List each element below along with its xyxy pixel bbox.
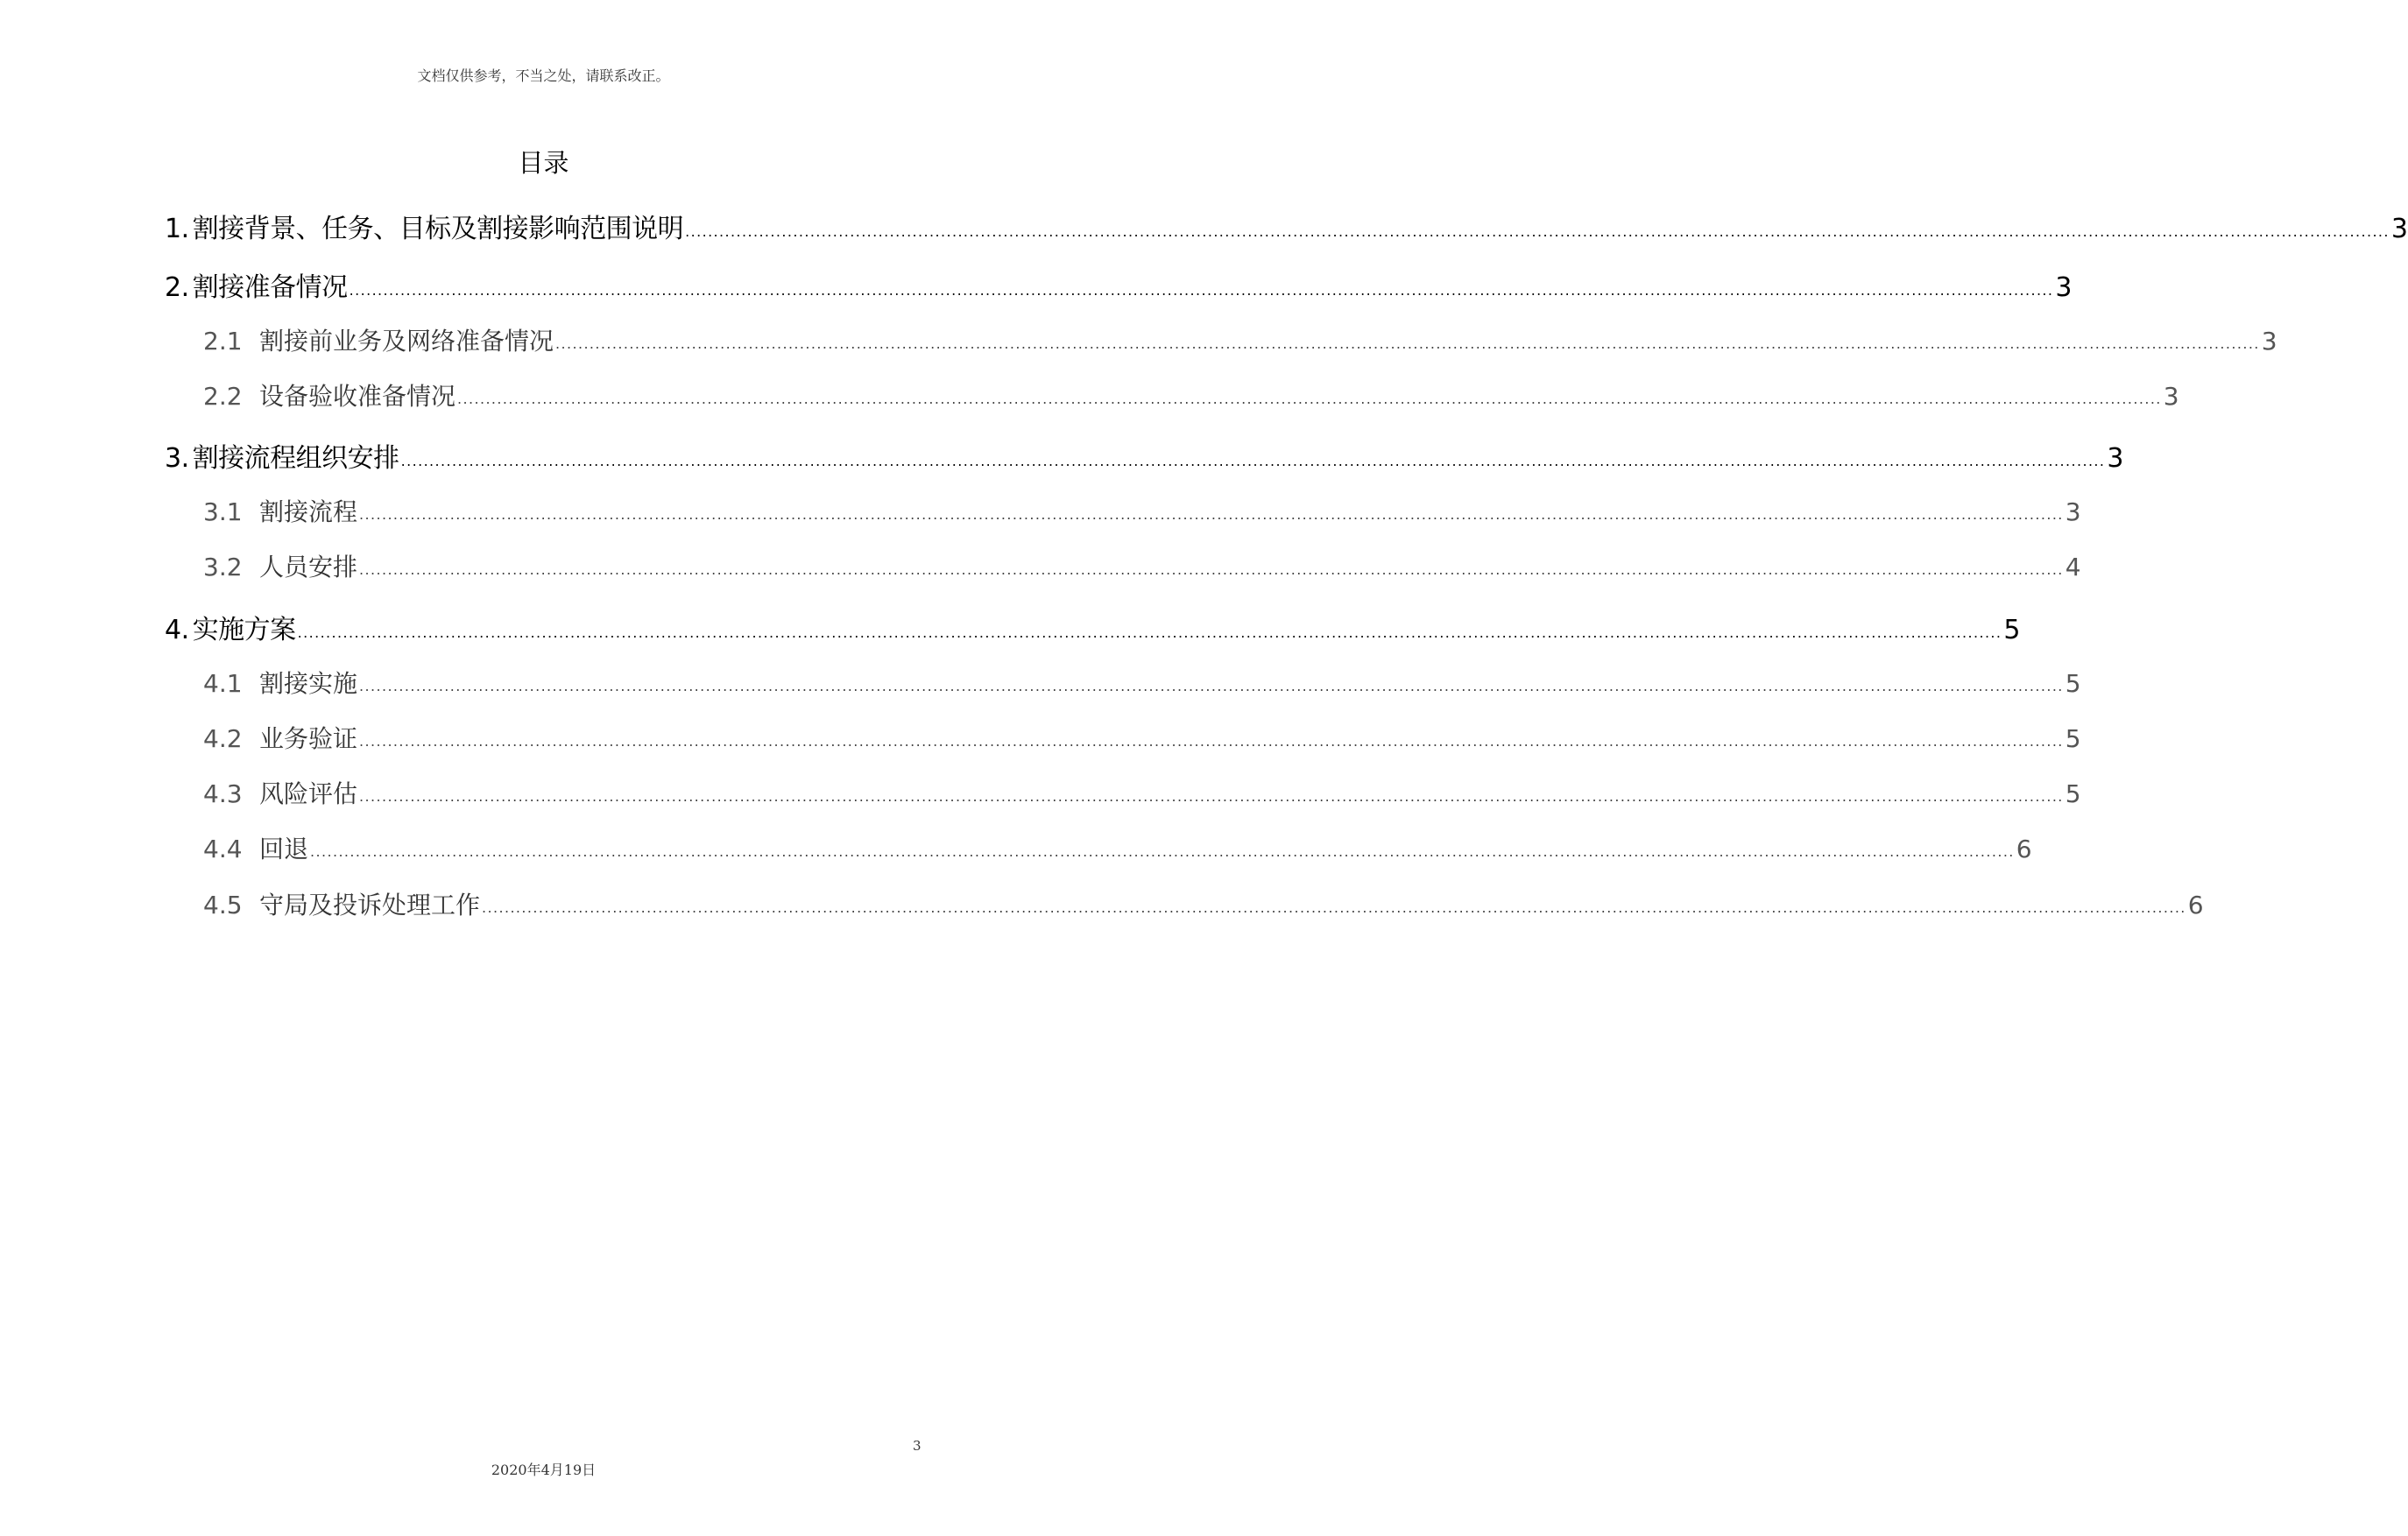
toc-entry-number: 3. xyxy=(165,443,189,474)
toc-entry-title: 割接准备情况 xyxy=(192,272,348,303)
page-number: 3 xyxy=(913,1438,922,1454)
toc-entry-title: 风险评估 xyxy=(259,779,358,808)
toc-entry-page: 5 xyxy=(2065,724,2081,753)
toc-entry-number: 1. xyxy=(165,214,189,244)
toc-entry-number: 2.1 xyxy=(203,327,243,356)
toc-entry[interactable] xyxy=(203,322,2277,357)
dot-leader: ............................................................................................................................................................................................................................................................................................................ xyxy=(359,678,2064,694)
toc-entry-title: 割接流程组织安排 xyxy=(192,443,399,474)
toc-title: 目录 xyxy=(518,148,569,178)
dot-leader: ............................................................................................................................................................................................................................................................................................................ xyxy=(400,453,2106,469)
toc-entry-page: 3 xyxy=(2390,214,2408,244)
dot-leader: ............................................................................................................................................................................................................................................................................................................ xyxy=(457,391,2162,407)
toc-entry-number: 4.5 xyxy=(203,891,243,919)
toc-entry[interactable] xyxy=(203,377,2179,412)
dot-leader: ............................................................................................................................................................................................................................................................................................................ xyxy=(482,899,2186,916)
dot-leader: ............................................................................................................................................................................................................................................................................................................ xyxy=(555,335,2260,352)
toc-entry-number: 3.1 xyxy=(203,497,243,526)
toc-entry-number: 3.2 xyxy=(203,553,243,581)
toc-entry-page: 6 xyxy=(2187,891,2204,919)
toc-entry-title: 割接实施 xyxy=(259,669,358,698)
dot-leader: ............................................................................................................................................................................................................................................................................................................ xyxy=(349,282,2054,299)
dot-leader: ............................................................................................................................................................................................................................................................................................................ xyxy=(310,843,2015,860)
toc-entry[interactable] xyxy=(165,608,2020,646)
toc-entry-title: 割接流程 xyxy=(259,497,358,526)
toc-entry[interactable] xyxy=(203,775,2081,810)
toc-entry-title: 割接前业务及网络准备情况 xyxy=(259,327,554,356)
toc-entry[interactable] xyxy=(203,548,2081,583)
toc-entry-page: 3 xyxy=(2065,497,2081,526)
toc-entry-page: 5 xyxy=(2065,669,2081,698)
toc-entry[interactable] xyxy=(203,493,2081,528)
toc-entry-page: 6 xyxy=(2016,835,2032,863)
toc-entry-number: 2.2 xyxy=(203,382,243,411)
dot-leader: ............................................................................................................................................................................................................................................................................................................ xyxy=(685,223,2390,240)
toc-entry-number: 2. xyxy=(165,272,189,303)
toc-entry[interactable] xyxy=(165,265,2072,304)
toc-entry-title: 回退 xyxy=(259,835,309,863)
toc-entry-title: 业务验证 xyxy=(259,724,358,753)
toc-entry-title: 守局及投诉处理工作 xyxy=(259,891,481,919)
toc-entry-number: 4.1 xyxy=(203,669,243,698)
toc-entry-page: 3 xyxy=(2261,327,2277,356)
dot-leader: ............................................................................................................................................................................................................................................................................................................ xyxy=(359,561,2064,578)
toc-entry-number: 4. xyxy=(165,615,189,645)
toc-entry-title: 实施方案 xyxy=(192,615,296,645)
toc-entry[interactable] xyxy=(165,207,2408,245)
toc-entry[interactable] xyxy=(203,886,2204,921)
toc-entry-title: 人员安排 xyxy=(259,553,358,581)
toc-entry-page: 3 xyxy=(2055,272,2072,303)
toc-entry-page: 4 xyxy=(2065,553,2081,581)
toc-entry-page: 5 xyxy=(2065,779,2081,808)
toc-entry-number: 4.2 xyxy=(203,724,243,753)
toc-entry-title: 割接背景、任务、目标及割接影响范围说明 xyxy=(192,214,684,244)
toc-entry-page: 3 xyxy=(2107,443,2123,474)
page-header: 文档仅供参考，不当之处，请联系改正。 xyxy=(417,67,670,84)
toc-entry-number: 4.4 xyxy=(203,835,243,863)
toc-entry-page: 5 xyxy=(2003,615,2020,645)
dot-leader: ............................................................................................................................................................................................................................................................................................................ xyxy=(359,506,2064,523)
toc-entry[interactable] xyxy=(203,665,2081,700)
dot-leader: ............................................................................................................................................................................................................................................................................................................ xyxy=(359,788,2064,805)
dot-leader: ............................................................................................................................................................................................................................................................................................................ xyxy=(359,733,2064,750)
toc-entry-title: 设备验收准备情况 xyxy=(259,382,456,411)
toc-entry-number: 4.3 xyxy=(203,779,243,808)
toc-entry[interactable] xyxy=(203,720,2081,755)
dot-leader: ............................................................................................................................................................................................................................................................................................................ xyxy=(297,624,2002,641)
footer-date: 2020年4月19日 xyxy=(491,1462,597,1478)
toc-entry[interactable] xyxy=(165,436,2123,475)
toc-entry-page: 3 xyxy=(2163,382,2179,411)
toc-entry[interactable] xyxy=(203,830,2032,865)
